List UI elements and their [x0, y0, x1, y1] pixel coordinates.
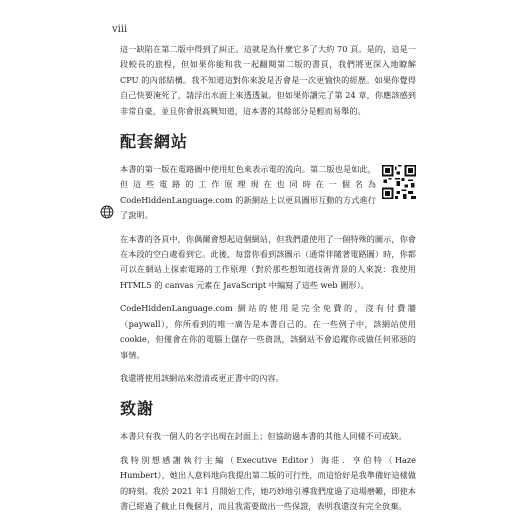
intro-paragraph: 這一缺陷在第二版中得到了糾正。這就是為什麼它多了大約 70 頁。是的，這是一段較長的旅程，但如果你能和我一起翻閱第二版的書頁，我們將更深入地瞭解 CPU 的內部結構。我不知道這對你來說是否會是一次更愉快的經歷。如果你覺得自己快要淹死了，請浮出水面上來透透氣。但如果你讀完了第 24 章，你應該感到非常自豪，並且你會很高興知道，這本書的其餘部分是輕而易舉的。	[120, 44, 416, 116]
section-title-acknowledgments: 致謝	[120, 399, 155, 419]
page-content	[120, 42, 416, 522]
section-title-companion-website: 配套網站	[120, 132, 189, 152]
website-intro-block	[120, 162, 416, 232]
acknowledgments-paragraph-2: 我特別想感謝執行主編（Executive Editor）海莊．亨伯特（Haze Humbert），她出人意料地向我提出第二版的可行性，而這恰好是我準備好這樣做的時刻。我於 2021 年1 月開始工作，她巧妙地引導我們度過了這場磨難，即使本書已經過了截止日幾個月，而且我需要做出一些保證，表明我還沒有完全放棄。	[120, 454, 416, 511]
website-paragraph-1: 本書的第一版在電路圖中使用紅色來表示電的流向。第二版也是如此，但這些電路的工作原理現在也同時在一個名為 CodeHiddenLanguage.com 的新網站上以更具圖形互動的方式進行了說明。	[120, 164, 376, 221]
globe-icon	[100, 205, 114, 219]
page-number: viii	[112, 24, 128, 35]
website-paragraph-3: CodeHiddenLanguage.com 網站的使用是完全免費的，沒有付費牆（paywall），你所看到的唯一廣告是本書自己的。在一些例子中，該網站使用 cookie，但僅會在你的電腦上儲存一些資訊，該網站不會追蹤你或做任何邪惡的事情。	[120, 303, 416, 360]
acknowledgments-paragraph-1: 本書只有我一個人的名字出現在封面上；但協助過本書的其他人同樣不可或缺。	[120, 431, 407, 442]
website-paragraph-2: 在本書的各頁中，你偶爾會想起這個網站，但我們還使用了一個特殊的圖示，你會在本段的空白處看到它。此後，每當你看到該圖示（通常伴隨著電路圖）時，你都可以在網站上探索電路的工作原理（對於那些想知道技術背景的人來說：我使用HTML5 的 canvas 元素在 JavaScript 中編寫了這些 web 圖形）。	[120, 233, 416, 290]
website-paragraph-4: 我還將使用該網站來澄清或更正書中的內容。	[120, 372, 284, 383]
qr-code-icon	[382, 165, 416, 199]
